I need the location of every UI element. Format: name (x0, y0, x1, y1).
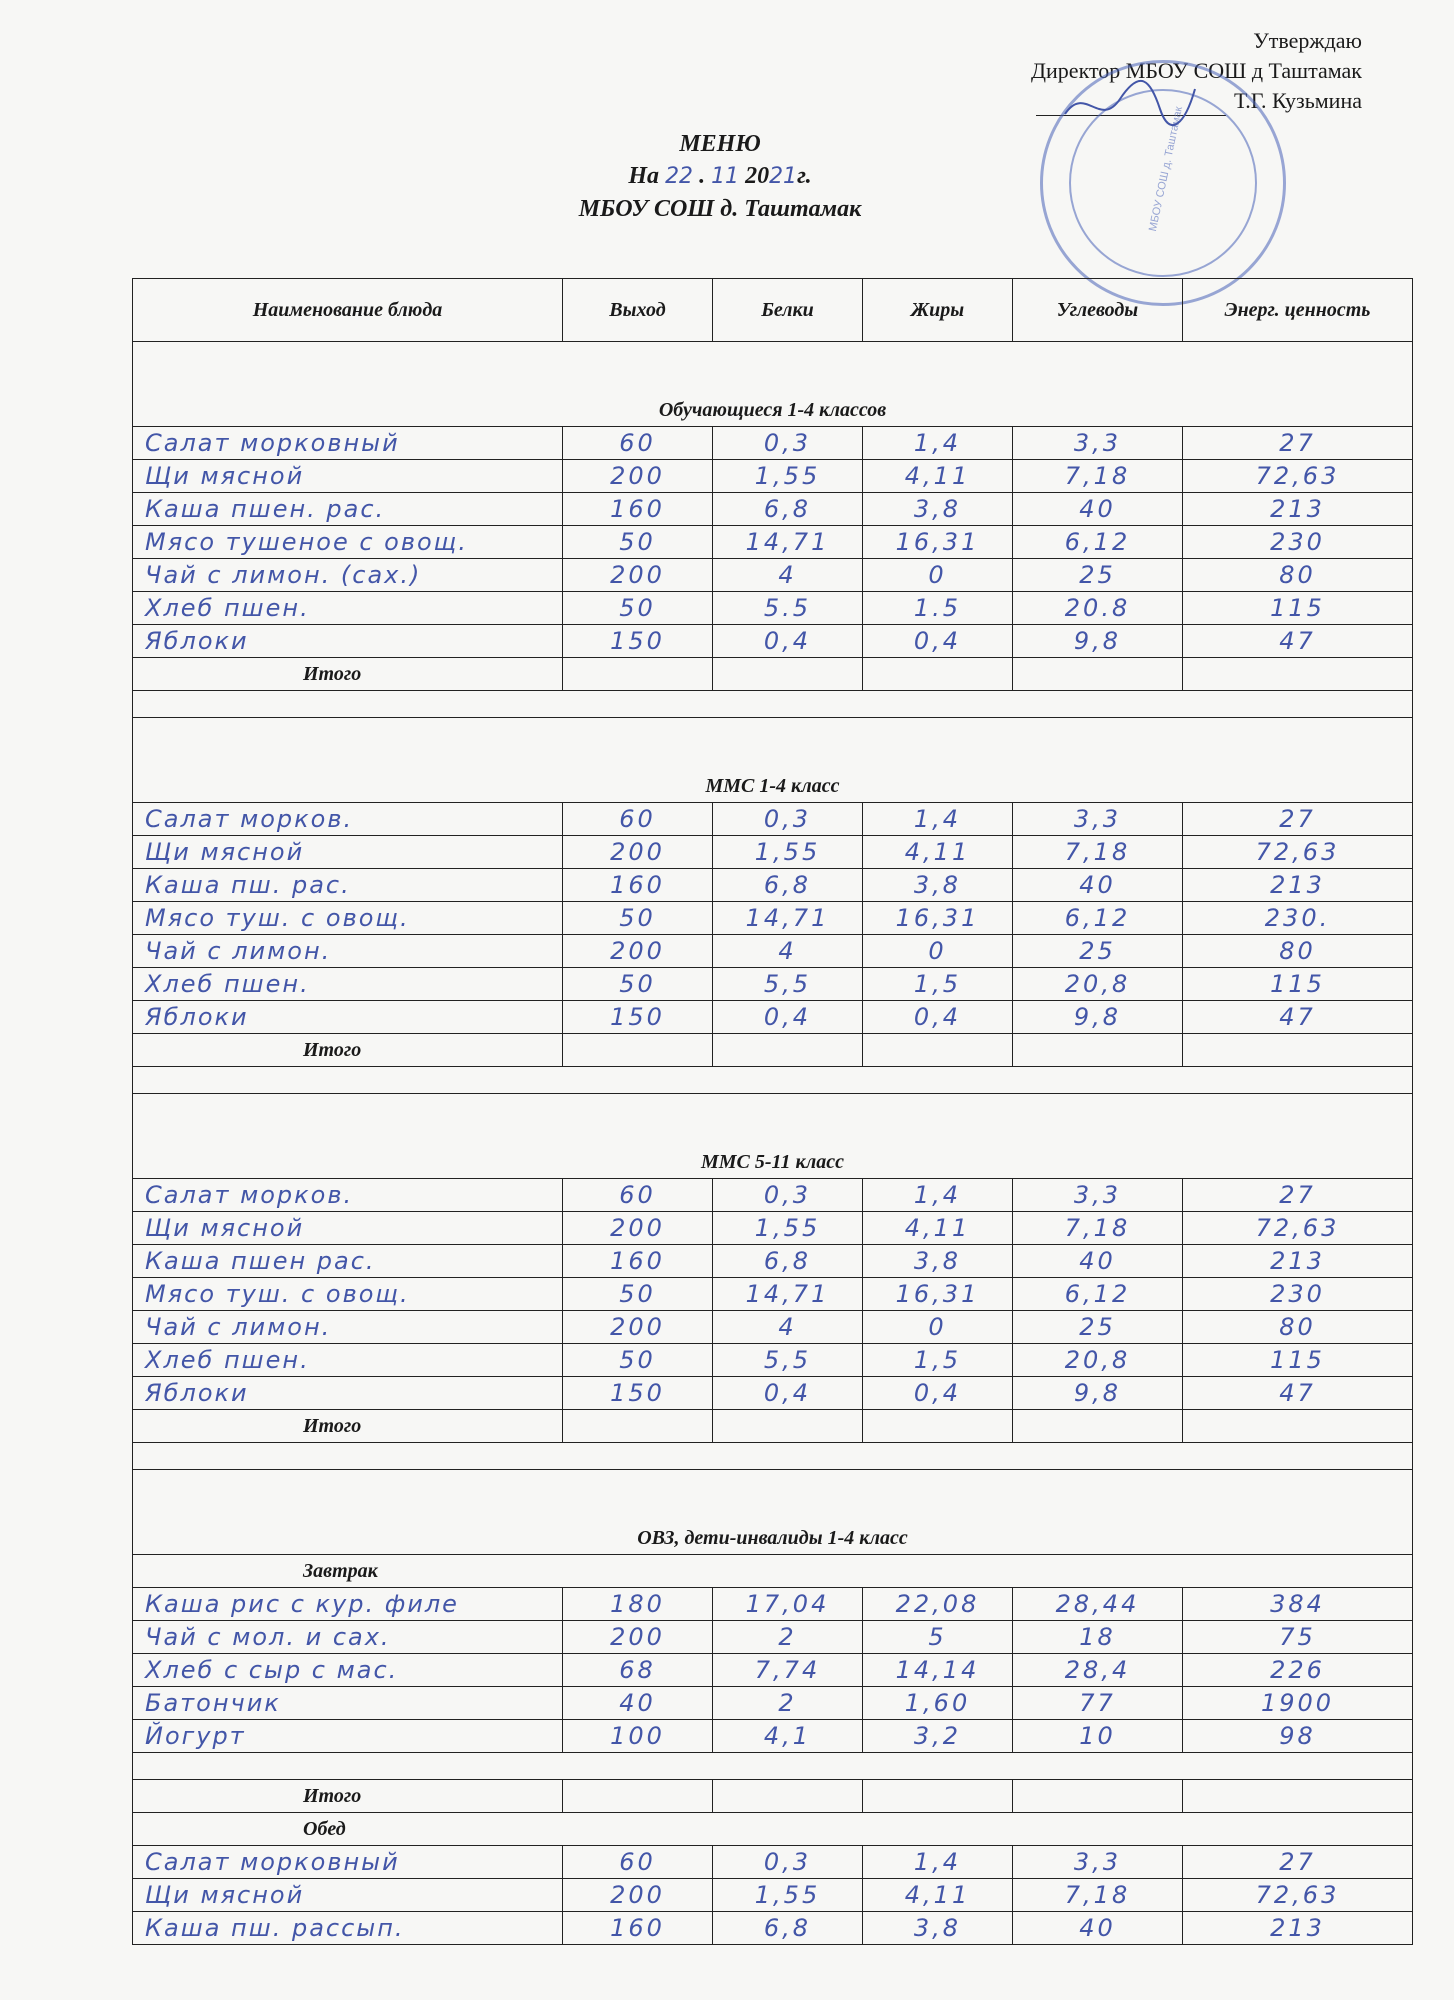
section-header (133, 1094, 1413, 1179)
yield-cell: 60 (563, 427, 713, 460)
carbs-cell: 20,8 (1013, 968, 1183, 1001)
protein-cell: 6,8 (713, 869, 863, 902)
section-header (133, 342, 1413, 427)
energy-cell: 27 (1183, 1179, 1413, 1212)
energy-cell: 80 (1183, 935, 1413, 968)
carbs-cell: 40 (1013, 1245, 1183, 1278)
yield-cell: 50 (563, 1344, 713, 1377)
yield-cell: 200 (563, 1212, 713, 1245)
protein-cell: 4 (713, 1311, 863, 1344)
dish-name: Чай с лимон. (133, 1311, 563, 1344)
spacer-row (133, 1067, 1413, 1094)
total-cell (563, 1410, 713, 1443)
carbs-cell: 25 (1013, 559, 1183, 592)
fat-cell: 1,4 (863, 1846, 1013, 1879)
protein-cell: 14,71 (713, 526, 863, 559)
table-row (133, 935, 1413, 968)
yield-cell: 60 (563, 1179, 713, 1212)
dish-name: Щи мясной (133, 836, 563, 869)
table-row (133, 1311, 1413, 1344)
table-row (133, 803, 1413, 836)
table-row (133, 1179, 1413, 1212)
total-cell (563, 658, 713, 691)
date-year-prefix: 20 (745, 163, 770, 189)
energy-cell: 47 (1183, 1377, 1413, 1410)
yield-cell: 40 (563, 1687, 713, 1720)
yield-cell: 200 (563, 935, 713, 968)
energy-cell: 1900 (1183, 1687, 1413, 1720)
protein-cell: 6,8 (713, 493, 863, 526)
dish-name: Мясо туш. с овощ. (133, 902, 563, 935)
carbs-cell: 3,3 (1013, 1179, 1183, 1212)
total-cell (1013, 1780, 1183, 1813)
table-row (133, 1879, 1413, 1912)
carbs-cell: 28,44 (1013, 1588, 1183, 1621)
date-month: 11 (711, 164, 740, 189)
energy-cell: 72,63 (1183, 460, 1413, 493)
carbs-cell: 9,8 (1013, 1001, 1183, 1034)
spacer-cell (133, 691, 1413, 718)
total-cell (1183, 1780, 1413, 1813)
fat-cell: 1,4 (863, 427, 1013, 460)
energy-cell: 384 (1183, 1588, 1413, 1621)
total-row (133, 658, 1413, 691)
table-row (133, 1621, 1413, 1654)
protein-cell: 1,55 (713, 836, 863, 869)
carbs-cell: 40 (1013, 1912, 1183, 1945)
yield-cell: 100 (563, 1720, 713, 1753)
energy-cell: 27 (1183, 803, 1413, 836)
energy-cell: 213 (1183, 493, 1413, 526)
energy-cell: 230. (1183, 902, 1413, 935)
table-row (133, 1846, 1413, 1879)
energy-cell: 213 (1183, 1912, 1413, 1945)
protein-cell: 6,8 (713, 1245, 863, 1278)
fat-cell: 4,11 (863, 836, 1013, 869)
yield-cell: 150 (563, 625, 713, 658)
dish-name: Щи мясной (133, 460, 563, 493)
protein-cell: 0,3 (713, 1179, 863, 1212)
spacer-row (133, 1443, 1413, 1470)
header-protein: Белки (713, 279, 863, 342)
fat-cell: 3,8 (863, 493, 1013, 526)
yield-cell: 200 (563, 1879, 713, 1912)
fat-cell: 14,14 (863, 1654, 1013, 1687)
subsection-label: Завтрак (133, 1555, 1413, 1588)
school-name: МБОУ СОШ д. Таштамак (578, 196, 862, 222)
energy-cell: 72,63 (1183, 836, 1413, 869)
section-title: ММС 1-4 класс (133, 718, 1413, 803)
fat-cell: 16,31 (863, 1278, 1013, 1311)
total-cell (1013, 1410, 1183, 1443)
protein-cell: 0,3 (713, 803, 863, 836)
section-title: Обучающиеся 1-4 классов (133, 342, 1413, 427)
dish-name: Батончик (133, 1687, 563, 1720)
total-row (133, 1034, 1413, 1067)
yield-cell: 160 (563, 1245, 713, 1278)
carbs-cell: 3,3 (1013, 1846, 1183, 1879)
header-carbs: Углеводы (1013, 279, 1183, 342)
yield-cell: 60 (563, 803, 713, 836)
fat-cell: 0 (863, 1311, 1013, 1344)
carbs-cell: 25 (1013, 935, 1183, 968)
protein-cell: 17,04 (713, 1588, 863, 1621)
ovz-section-header (133, 1470, 1413, 1555)
fat-cell: 4,11 (863, 460, 1013, 493)
total-label: Итого (133, 1034, 563, 1067)
fat-cell: 1,5 (863, 968, 1013, 1001)
fat-cell: 3,2 (863, 1720, 1013, 1753)
protein-cell: 1,55 (713, 460, 863, 493)
total-cell (863, 1410, 1013, 1443)
dish-name: Каша пшен рас. (133, 1245, 563, 1278)
table-row (133, 526, 1413, 559)
yield-cell: 50 (563, 968, 713, 1001)
yield-cell: 60 (563, 1846, 713, 1879)
spacer-cell (133, 1443, 1413, 1470)
table-row (133, 1588, 1413, 1621)
header-dish: Наименование блюда (133, 279, 563, 342)
yield-cell: 50 (563, 902, 713, 935)
fat-cell: 0,4 (863, 625, 1013, 658)
protein-cell: 1,55 (713, 1879, 863, 1912)
fat-cell: 1,4 (863, 803, 1013, 836)
carbs-cell: 9,8 (1013, 625, 1183, 658)
dish-name: Мясо тушеное с овощ. (133, 526, 563, 559)
carbs-cell: 20.8 (1013, 592, 1183, 625)
table-row (133, 1912, 1413, 1945)
total-cell (1183, 658, 1413, 691)
carbs-cell: 7,18 (1013, 1212, 1183, 1245)
dish-name: Щи мясной (133, 1879, 563, 1912)
dish-name: Хлеб пшен. (133, 592, 563, 625)
date-prefix: На (628, 163, 660, 189)
protein-cell: 5.5 (713, 592, 863, 625)
table-row (133, 1654, 1413, 1687)
protein-cell: 0,3 (713, 1846, 863, 1879)
fat-cell: 3,8 (863, 1245, 1013, 1278)
dish-name: Хлеб с сыр с мас. (133, 1654, 563, 1687)
date-year-end: г. (797, 163, 812, 189)
protein-cell: 5,5 (713, 1344, 863, 1377)
carbs-cell: 6,12 (1013, 902, 1183, 935)
menu-heading: МЕНЮ (679, 131, 761, 157)
fat-cell: 5 (863, 1621, 1013, 1654)
table-row (133, 1212, 1413, 1245)
carbs-cell: 40 (1013, 493, 1183, 526)
carbs-cell: 3,3 (1013, 803, 1183, 836)
table-row (133, 1377, 1413, 1410)
dish-name: Яблоки (133, 1001, 563, 1034)
total-cell (563, 1780, 713, 1813)
section-title: ОВЗ, дети-инвалиды 1-4 класс (133, 1470, 1413, 1555)
yield-cell: 50 (563, 1278, 713, 1311)
carbs-cell: 9,8 (1013, 1377, 1183, 1410)
energy-cell: 115 (1183, 1344, 1413, 1377)
table-row (133, 869, 1413, 902)
spacer-row (133, 1753, 1413, 1780)
dish-name: Йогурт (133, 1720, 563, 1753)
dish-name: Каша пш. рас. (133, 869, 563, 902)
carbs-cell: 7,18 (1013, 836, 1183, 869)
energy-cell: 98 (1183, 1720, 1413, 1753)
table-row (133, 1245, 1413, 1278)
fat-cell: 3,8 (863, 1912, 1013, 1945)
yield-cell: 150 (563, 1001, 713, 1034)
carbs-cell: 3,3 (1013, 427, 1183, 460)
header-yield: Выход (563, 279, 713, 342)
menu-table (132, 278, 1413, 1945)
yield-cell: 200 (563, 1311, 713, 1344)
fat-cell: 1,4 (863, 1179, 1013, 1212)
breakfast-label-row (133, 1555, 1413, 1588)
dish-name: Каша пшен. рас. (133, 493, 563, 526)
carbs-cell: 10 (1013, 1720, 1183, 1753)
yield-cell: 68 (563, 1654, 713, 1687)
protein-cell: 0,3 (713, 427, 863, 460)
spacer-cell (133, 1067, 1413, 1094)
yield-cell: 200 (563, 460, 713, 493)
total-row (133, 1780, 1413, 1813)
protein-cell: 0,4 (713, 1001, 863, 1034)
energy-cell: 80 (1183, 559, 1413, 592)
dish-name: Чай с лимон. (сах.) (133, 559, 563, 592)
table-row (133, 559, 1413, 592)
lunch-label-row (133, 1813, 1413, 1846)
dish-name: Мясо туш. с овощ. (133, 1278, 563, 1311)
total-cell (713, 1034, 863, 1067)
energy-cell: 115 (1183, 968, 1413, 1001)
header-fat: Жиры (863, 279, 1013, 342)
director-signature (1060, 74, 1200, 134)
date-year-suffix: 21 (769, 164, 798, 189)
fat-cell: 0,4 (863, 1377, 1013, 1410)
fat-cell: 22,08 (863, 1588, 1013, 1621)
total-cell (1183, 1410, 1413, 1443)
carbs-cell: 6,12 (1013, 1278, 1183, 1311)
dish-name: Салат морковный (133, 427, 563, 460)
dish-name: Каша пш. рассып. (133, 1912, 563, 1945)
dish-name: Салат морков. (133, 1179, 563, 1212)
total-cell (1013, 1034, 1183, 1067)
director-line: Директор МБОУ СОШ д Таштамак (1031, 58, 1362, 83)
spacer-row (133, 691, 1413, 718)
carbs-cell: 28,4 (1013, 1654, 1183, 1687)
section-title: ММС 5-11 класс (133, 1094, 1413, 1179)
total-cell (863, 658, 1013, 691)
protein-cell: 2 (713, 1687, 863, 1720)
date-line: На 22 . 11 2021г. (628, 163, 812, 189)
fat-cell: 4,11 (863, 1212, 1013, 1245)
yield-cell: 50 (563, 592, 713, 625)
yield-cell: 200 (563, 836, 713, 869)
total-cell (563, 1034, 713, 1067)
header-energy: Энерг. ценность (1183, 279, 1413, 342)
total-cell (863, 1780, 1013, 1813)
dish-name: Каша рис с кур. филе (133, 1588, 563, 1621)
protein-cell: 6,8 (713, 1912, 863, 1945)
total-row (133, 1410, 1413, 1443)
carbs-cell: 25 (1013, 1311, 1183, 1344)
signer-name: Т.Г. Кузьмина (1234, 88, 1362, 113)
protein-cell: 5,5 (713, 968, 863, 1001)
fat-cell: 0 (863, 935, 1013, 968)
protein-cell: 14,71 (713, 902, 863, 935)
document-title (520, 128, 920, 225)
section-header (133, 718, 1413, 803)
total-cell (713, 658, 863, 691)
energy-cell: 213 (1183, 1245, 1413, 1278)
fat-cell: 1.5 (863, 592, 1013, 625)
carbs-cell: 20,8 (1013, 1344, 1183, 1377)
energy-cell: 80 (1183, 1311, 1413, 1344)
protein-cell: 1,55 (713, 1212, 863, 1245)
fat-cell: 0 (863, 559, 1013, 592)
protein-cell: 14,71 (713, 1278, 863, 1311)
energy-cell: 226 (1183, 1654, 1413, 1687)
fat-cell: 3,8 (863, 869, 1013, 902)
energy-cell: 47 (1183, 1001, 1413, 1034)
dish-name: Чай с мол. и сах. (133, 1621, 563, 1654)
fat-cell: 4,11 (863, 1879, 1013, 1912)
table-row (133, 460, 1413, 493)
yield-cell: 160 (563, 1912, 713, 1945)
fat-cell: 16,31 (863, 526, 1013, 559)
approve-label: Утверждаю (1253, 28, 1362, 53)
table-row (133, 1278, 1413, 1311)
subsection-label: Обед (133, 1813, 1413, 1846)
fat-cell: 16,31 (863, 902, 1013, 935)
protein-cell: 4,1 (713, 1720, 863, 1753)
energy-cell: 47 (1183, 625, 1413, 658)
energy-cell: 115 (1183, 592, 1413, 625)
carbs-cell: 6,12 (1013, 526, 1183, 559)
yield-cell: 200 (563, 1621, 713, 1654)
dish-name: Чай с лимон. (133, 935, 563, 968)
carbs-cell: 18 (1013, 1621, 1183, 1654)
yield-cell: 180 (563, 1588, 713, 1621)
table-row (133, 902, 1413, 935)
fat-cell: 1,5 (863, 1344, 1013, 1377)
protein-cell: 2 (713, 1621, 863, 1654)
yield-cell: 200 (563, 559, 713, 592)
table-row (133, 1001, 1413, 1034)
energy-cell: 213 (1183, 869, 1413, 902)
energy-cell: 230 (1183, 1278, 1413, 1311)
dish-name: Салат морков. (133, 803, 563, 836)
energy-cell: 72,63 (1183, 1212, 1413, 1245)
table-row (133, 836, 1413, 869)
table-row (133, 1344, 1413, 1377)
total-cell (1183, 1034, 1413, 1067)
table-row (133, 427, 1413, 460)
protein-cell: 0,4 (713, 625, 863, 658)
energy-cell: 72,63 (1183, 1879, 1413, 1912)
total-cell (863, 1034, 1013, 1067)
carbs-cell: 77 (1013, 1687, 1183, 1720)
spacer-cell (133, 1753, 1413, 1780)
table-row (133, 968, 1413, 1001)
table-row (133, 1687, 1413, 1720)
dish-name: Яблоки (133, 1377, 563, 1410)
carbs-cell: 7,18 (1013, 460, 1183, 493)
energy-cell: 27 (1183, 427, 1413, 460)
total-label: Итого (133, 1410, 563, 1443)
yield-cell: 50 (563, 526, 713, 559)
yield-cell: 160 (563, 869, 713, 902)
protein-cell: 4 (713, 559, 863, 592)
dish-name: Яблоки (133, 625, 563, 658)
fat-cell: 0,4 (863, 1001, 1013, 1034)
header-row (133, 279, 1413, 342)
total-label: Итого (133, 1780, 563, 1813)
energy-cell: 27 (1183, 1846, 1413, 1879)
energy-cell: 230 (1183, 526, 1413, 559)
table-row (133, 493, 1413, 526)
energy-cell: 75 (1183, 1621, 1413, 1654)
date-day: 22 (665, 164, 694, 189)
dish-name: Хлеб пшен. (133, 1344, 563, 1377)
table-row (133, 625, 1413, 658)
total-cell (1013, 658, 1183, 691)
table-row (133, 592, 1413, 625)
protein-cell: 7,74 (713, 1654, 863, 1687)
yield-cell: 160 (563, 493, 713, 526)
total-cell (713, 1780, 863, 1813)
dish-name: Хлеб пшен. (133, 968, 563, 1001)
total-cell (713, 1410, 863, 1443)
table-row (133, 1720, 1413, 1753)
carbs-cell: 40 (1013, 869, 1183, 902)
menu-table-body (133, 342, 1413, 1945)
carbs-cell: 7,18 (1013, 1879, 1183, 1912)
total-label: Итого (133, 658, 563, 691)
protein-cell: 0,4 (713, 1377, 863, 1410)
dish-name: Щи мясной (133, 1212, 563, 1245)
stamp-text: МБОУ СОШ д. Таштамак (1146, 105, 1186, 233)
fat-cell: 1,60 (863, 1687, 1013, 1720)
yield-cell: 150 (563, 1377, 713, 1410)
dish-name: Салат морковный (133, 1846, 563, 1879)
protein-cell: 4 (713, 935, 863, 968)
